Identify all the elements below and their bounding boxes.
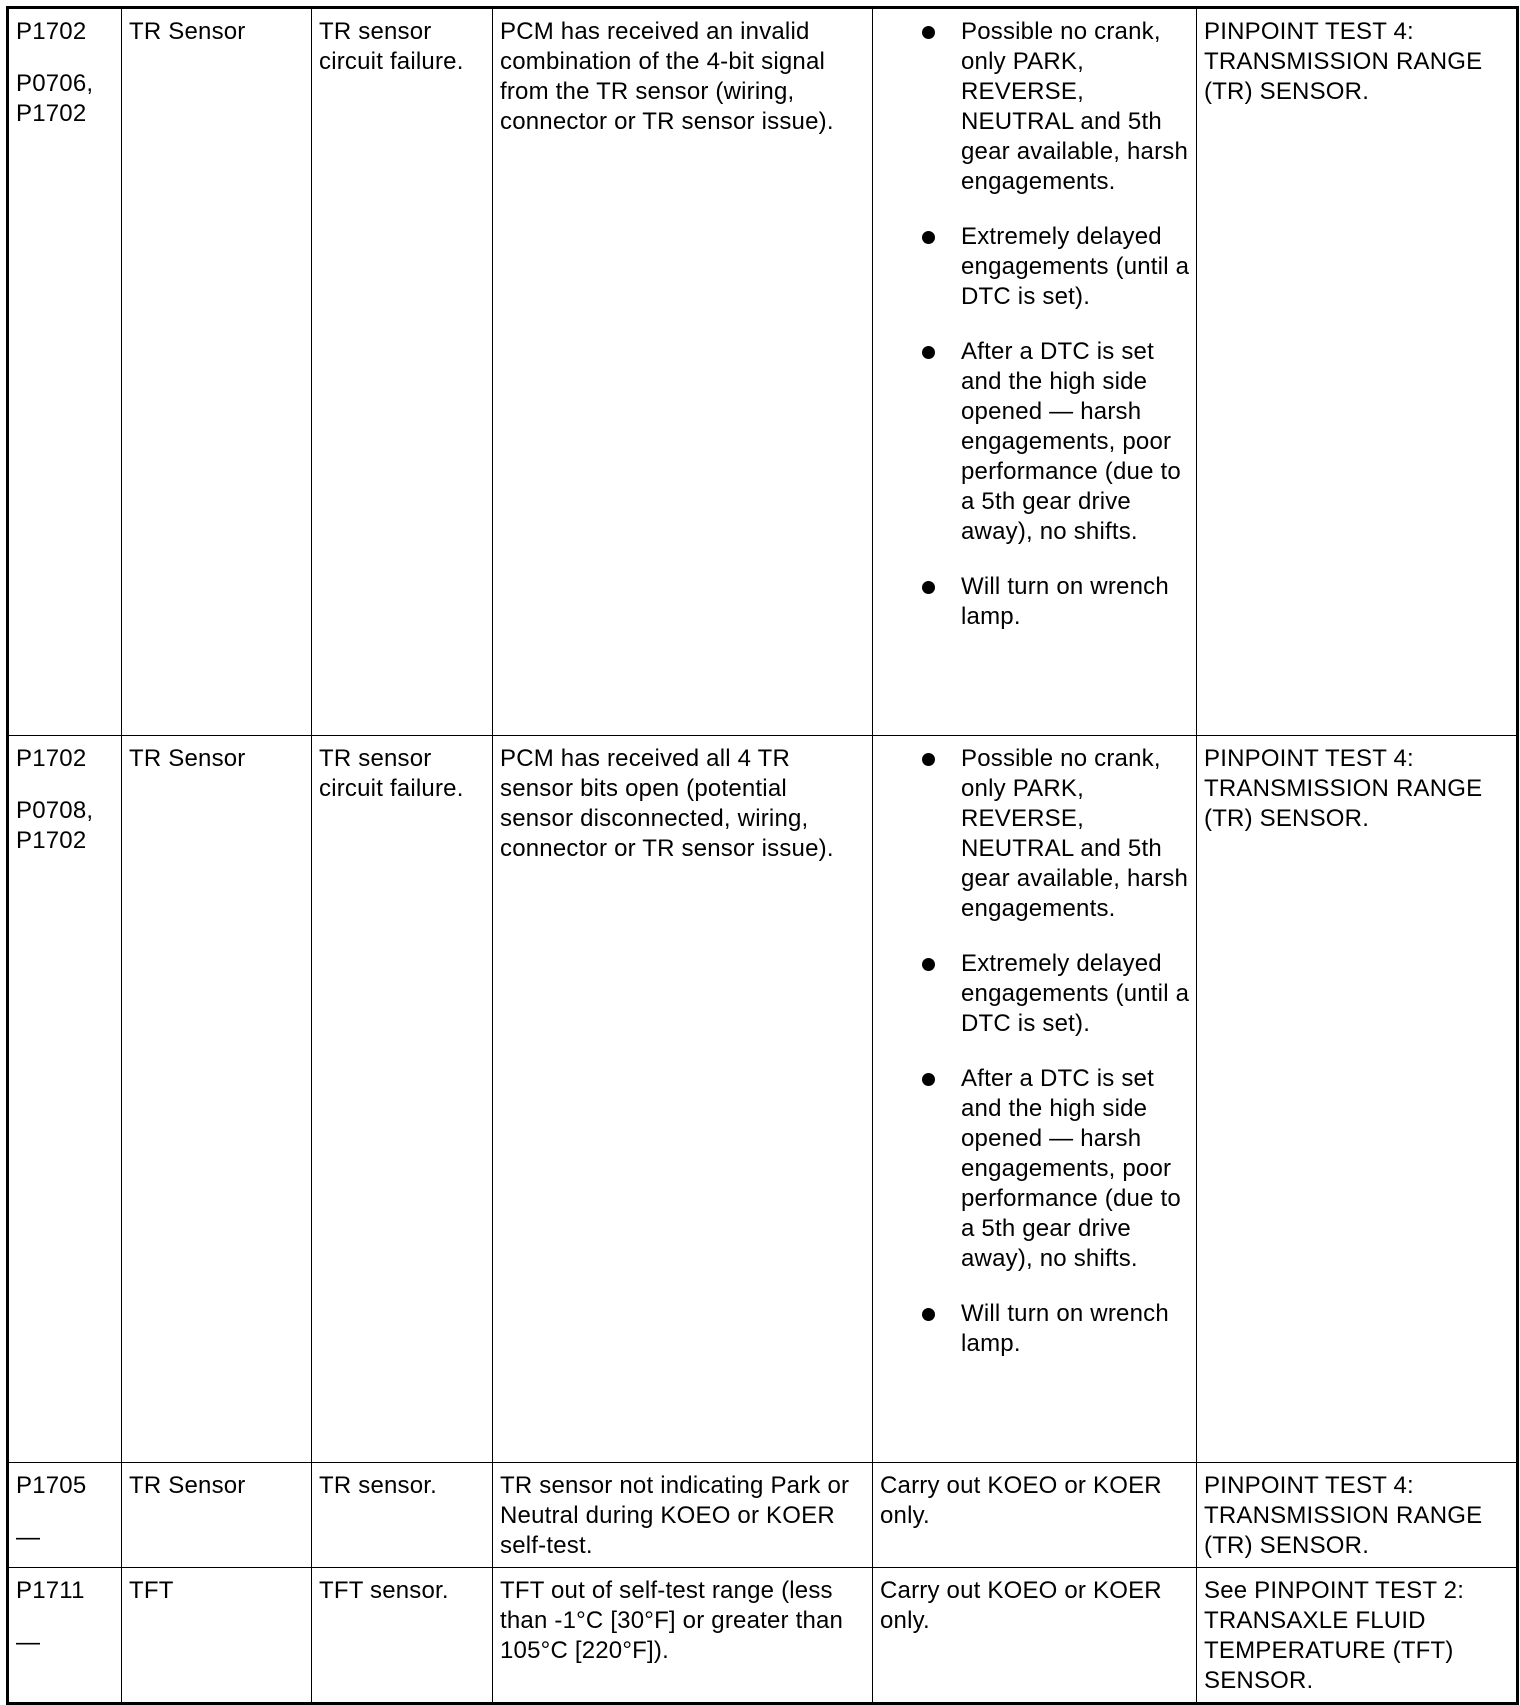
component-cell: TR Sensor bbox=[122, 736, 312, 1463]
action-cell: See PINPOINT TEST 2: TRANSAXLE FLUID TEMPERATURE (TFT) SENSOR. bbox=[1197, 1568, 1518, 1704]
dtc-code-cell bbox=[8, 8, 122, 736]
dtc-code: P1702 bbox=[16, 18, 87, 45]
symptom-cell: Carry out KOEO or KOER only. bbox=[873, 1463, 1197, 1568]
condition-cell: TFT out of self-test range (less than -1°C [30°F] or greater than 105°C [220°F]). bbox=[493, 1568, 873, 1704]
symptom-item: Extremely delayed engagements (until a DTC is set). bbox=[922, 222, 1190, 312]
dtc-code: P1705 bbox=[16, 1472, 87, 1499]
component-cell: TR Sensor bbox=[122, 8, 312, 736]
dtc-code-secondary: P0706, P1702 bbox=[16, 70, 94, 127]
description-cell: TR sensor. bbox=[312, 1463, 493, 1568]
condition-cell: TR sensor not indicating Park or Neutral during KOEO or KOER self-test. bbox=[493, 1463, 873, 1568]
dtc-code: P1702 bbox=[16, 745, 87, 772]
description-cell: TFT sensor. bbox=[312, 1568, 493, 1704]
component-cell: TR Sensor bbox=[122, 1463, 312, 1568]
dtc-code: P1711 bbox=[16, 1577, 85, 1604]
dtc-code-secondary: — bbox=[16, 1524, 41, 1551]
symptom-list bbox=[880, 744, 1190, 1359]
symptom-cell bbox=[873, 8, 1197, 736]
table-row bbox=[8, 736, 1518, 1463]
dtc-code-secondary: — bbox=[16, 1629, 41, 1656]
symptom-item: Possible no crank, only PARK, REVERSE, NEUTRAL and 5th gear available, harsh engagements. bbox=[922, 17, 1190, 197]
symptom-item: Possible no crank, only PARK, REVERSE, NEUTRAL and 5th gear available, harsh engagements. bbox=[922, 744, 1190, 924]
dtc-code-cell bbox=[8, 736, 122, 1463]
symptom-item: After a DTC is set and the high side opened — harsh engagements, poor performance (due to a 5th gear drive away), no shifts. bbox=[922, 1064, 1190, 1274]
action-cell: PINPOINT TEST 4: TRANSMISSION RANGE (TR) SENSOR. bbox=[1197, 8, 1518, 736]
symptom-cell bbox=[873, 736, 1197, 1463]
symptom-item: After a DTC is set and the high side opened — harsh engagements, poor performance (due to a 5th gear drive away), no shifts. bbox=[922, 337, 1190, 547]
description-cell: TR sensor circuit failure. bbox=[312, 736, 493, 1463]
symptom-item: Will turn on wrench lamp. bbox=[922, 1299, 1190, 1359]
symptom-cell: Carry out KOEO or KOER only. bbox=[873, 1568, 1197, 1704]
table-row bbox=[8, 1463, 1518, 1568]
dtc-code-cell bbox=[8, 1463, 122, 1568]
condition-cell: PCM has received an invalid combination of the 4-bit signal from the TR sensor (wiring, connector or TR sensor issue). bbox=[493, 8, 873, 736]
symptom-list bbox=[880, 17, 1190, 632]
action-cell: PINPOINT TEST 4: TRANSMISSION RANGE (TR) SENSOR. bbox=[1197, 736, 1518, 1463]
action-cell: PINPOINT TEST 4: TRANSMISSION RANGE (TR) SENSOR. bbox=[1197, 1463, 1518, 1568]
dtc-table bbox=[6, 6, 1519, 1705]
table-row bbox=[8, 8, 1518, 736]
symptom-item: Extremely delayed engagements (until a DTC is set). bbox=[922, 949, 1190, 1039]
component-cell: TFT bbox=[122, 1568, 312, 1704]
table-row bbox=[8, 1568, 1518, 1704]
dtc-code-cell bbox=[8, 1568, 122, 1704]
description-cell: TR sensor circuit failure. bbox=[312, 8, 493, 736]
symptom-item: Will turn on wrench lamp. bbox=[922, 572, 1190, 632]
condition-cell: PCM has received all 4 TR sensor bits open (potential sensor disconnected, wiring, connector or TR sensor issue). bbox=[493, 736, 873, 1463]
dtc-code-secondary: P0708, P1702 bbox=[16, 797, 94, 854]
